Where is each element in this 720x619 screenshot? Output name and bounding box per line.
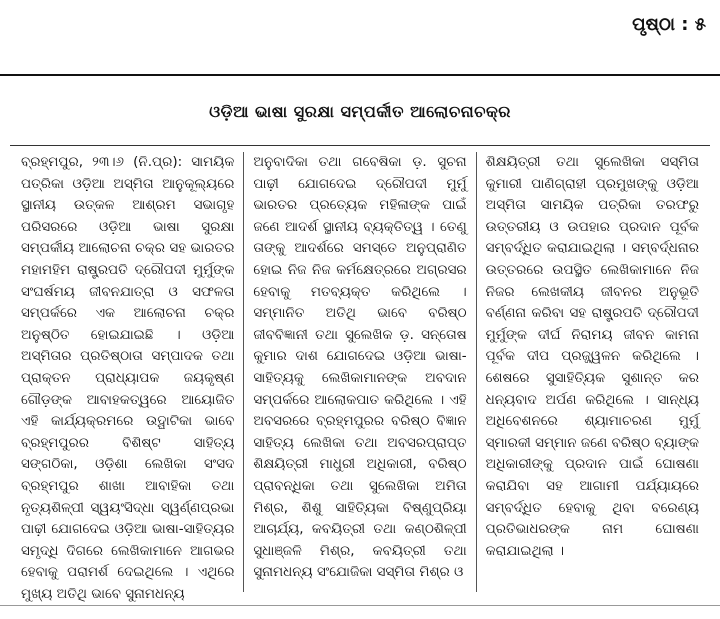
article-column-1: ବ୍ରହ୍ମପୁର, ୨୩।୬ (ନି.ପ୍ର): ସାମୟିକ ପତ୍ରିକା ଓଡ଼ିଆ ଅସ୍ମିତା ଆନୁକୂଲ୍ୟରେ ସ୍ଥାନୀୟ ଉତ୍କଳ ଆଶ୍ରମ ସଭାଗୃହ ପରିସରରେ ଓଡ଼ିଆ ଭାଷା ସୁରକ୍ଷା ସମ୍ପର୍କୀୟ ଆଲୋଚନା ଚକ୍ର ସହ ଭାରତର ମହାମହିମ ରାଷ୍ଟ୍ରପତି ଦ୍ରୌପଦୀ ମୁର୍ମୁଙ୍କ ସଂଘର୍ଷମୟ ଜୀବନଯାତ୍ରା ଓ ସଫଳତା ସମ୍ପର୍କରେ ଏକ ଆଲୋଚନା ଚକ୍ର ଅନୁଷ୍ଠିତ ହୋଇଯାଇଛି । ଓଡ଼ିଆ ଅସ୍ମିତାର ପ୍ରତିଷ୍ଠାତା ସମ୍ପାଦକ ତଥା ପ୍ରାକ୍ତନ ପ୍ରାଧ୍ୟାପକ ଜୟକୃଷ୍ଣ ଗୌଡ଼ଙ୍କ ଆବାହକତ୍ୱରେ ଆୟୋଜିତ ଏହି କାର୍ଯ୍ୟକ୍ରମରେ ଉଦ୍ଘାଟିକା ଭାବେ ବ୍ରହ୍ମପୁରର ବିଶିଷ୍ଟ ସାହିତ୍ୟ ସଙ୍ଗଠିକା, ଓଡ଼ିଶା ଲେଖିକା ସଂସଦ ବ୍ରହ୍ମପୁର ଶାଖା ଆବାହିକା ତଥା ନୃତ୍ୟଶିଳ୍ପୀ ସ୍ୱୟଂସିଦ୍ଧା ସ୍ୱର୍ଣ୍ଣପ୍ରଭା ପାଢ଼ୀ ଯୋଗଦେଇ ଓଡ଼ିଆ ଭାଷା-ସାହିତ୍ୟର ସମୃଦ୍ଧି ଦିଗରେ ଲେଖିକାମାନେ ଆଗଭର ହେବାକୁ ପରାମର୍ଶ ଦେଇଥିଲେ । ଏଥିରେ ମୁଖ୍ୟ ଅତିଥି ଭାବେ ସୁନାମଧନ୍ୟ bbox=[21, 154, 235, 602]
article-headline: ଓଡ଼ିଆ ଭାଷା ସୁରକ୍ଷା ସମ୍ପର୍କୀତ ଆଲୋଚନାଚକ୍ର bbox=[209, 102, 511, 121]
headline-divider bbox=[10, 145, 710, 146]
article-column-2: ଅନୁବାଦିକା ତଥା ଗବେଷିକା ଡ଼. ସୁଚନା ପାଢ଼ୀ ଯୋଗଦେଇ ଦ୍ରୌପଦୀ ମୁର୍ମୁ ଭାରତର ପ୍ରତ୍ୟେକ ମହିଳାଙ୍କ ପାଇଁ ଜଣେ ଆଦର୍ଶ ସ୍ଥାନୀୟ ବ୍ୟକ୍ତିତ୍ୱ । ତେଣୁ ତାଙ୍କୁ ଆଦର୍ଶରେ ସମସ୍ତେ ଅନୁପ୍ରାଣିତ ହୋଇ ନିଜ ନିଜ କର୍ମକ୍ଷେତ୍ରରେ ଅଗ୍ରସର ହେବାକୁ ମତବ୍ୟକ୍ତ କରିଥିଲେ । ସମ୍ମାନିତ ଅତିଥି ଭାବେ ବରିଷ୍ଠ ଜୀବବିଜ୍ଞାନୀ ତଥା ସୁଲେଖିକ ଡ଼. ସନ୍ତୋଷ କୁମାର ଦାଶ ଯୋଗଦେଇ ଓଡ଼ିଆ ଭାଷା-ସାହିତ୍ୟକୁ ଲେଖିକାମାନଙ୍କ ଅବଦାନ ସମ୍ପର୍କରେ ଆଲୋକପାତ କରିଥିଲେ । ଏହି ଅବସରରେ ବ୍ରହ୍ମପୁରର ବରିଷ୍ଠ ବିଜ୍ଞାନ ସାହିତ୍ୟ ଲେଖିକା ତଥା ଅବସରପ୍ରାପ୍ତ ଶିକ୍ଷୟିତ୍ରୀ ମାଧୁରୀ ଅଧିକାରୀ, ବରିଷ୍ଠ ପ୍ରାବନ୍ଧିକା ତଥା ସୁଲେଖିକା ଅମିତା ମିଶ୍ର, ଶିଶୁ ସାହିତ୍ୟିକା ବିଷ୍ଣୁପ୍ରିୟା ଆଚାର୍ଯ୍ୟ, କବୟିତ୍ରୀ ତଥା କଣ୍ଠଶିଳ୍ପୀ ସୁଧାଞ୍ଜଳି ମିଶ୍ର, କବୟିତ୍ରୀ ତଥା ସୁନାମଧନ୍ୟ ସଂଯୋଜିକା ସସ୍ମିତା ମିଶ୍ର ଓ bbox=[243, 152, 475, 592]
page-number: ପୃଷ୍ଠା : ୫ bbox=[632, 14, 706, 35]
article-column-3: ଶିକ୍ଷୟିତ୍ରୀ ତଥା ସୁଲେଖିକା ସସ୍ମିତା କୁମାରୀ ପାଣିଗ୍ରାହୀ ପ୍ରମୁଖଙ୍କୁ ଓଡ଼ିଆ ଅସ୍ମିତା ସାମୟିକ ପତ୍ରିକା ତରଫରୁ ଉତ୍ତରୀୟ ଓ ଉପହାର ପ୍ରଦାନ ପୂର୍ବକ ସମ୍ବର୍ଦ୍ଧିତ କରାଯାଇଥିଲା । ସମ୍ବର୍ଦ୍ଧନାର ଉତ୍ତରରେ ଉପସ୍ଥିତ ଲେଖିକାମାନେ ନିଜ ନିଜର ଲେଖକୀୟ ଜୀବନର ଅନୁଭୂତି ବର୍ଣ୍ଣନା କରିବା ସହ ରାଷ୍ଟ୍ରପତି ଦ୍ରୌପଦୀ ମୁର୍ମୁଙ୍କ ଦୀର୍ଘ ନିରାମୟ ଜୀବନ କାମନା ପୂର୍ବକ ଦୀପ ପ୍ରଜ୍ଜ୍ୱଳନ କରିଥିଲେ । ଶେଷରେ ସୁସାହିତ୍ୟିକ ସୁଶାନ୍ତ କର ଧନ୍ୟବାଦ ଅର୍ପଣ କରିଥିଲେ । ସାନ୍ଧ୍ୟ ଅଧିବେଶନରେ ଶ୍ୟାମାଚରଣ ମୁର୍ମୁ ସ୍ମାରକୀ ସମ୍ମାନ ଜଣେ ବରିଷ୍ଠ ବ୍ୟାଙ୍କ ଅଧିକାରୀଙ୍କୁ ପ୍ରଦାନ ପାଇଁ ଘୋଷଣା କରାଯିବା ସହ ଆଗାମୀ ପର୍ଯ୍ୟାୟରେ ସମ୍ବର୍ଦ୍ଧିତ ହେବାକୁ ଥିବା ବରେଣ୍ୟ ପ୍ରତିଭାଧରଙ୍କ ନାମ ଘୋଷଣା କରାଯାଇଥିଲା । bbox=[476, 152, 708, 592]
article-body bbox=[12, 152, 708, 602]
footer-divider bbox=[0, 605, 720, 606]
header-divider bbox=[0, 74, 720, 76]
